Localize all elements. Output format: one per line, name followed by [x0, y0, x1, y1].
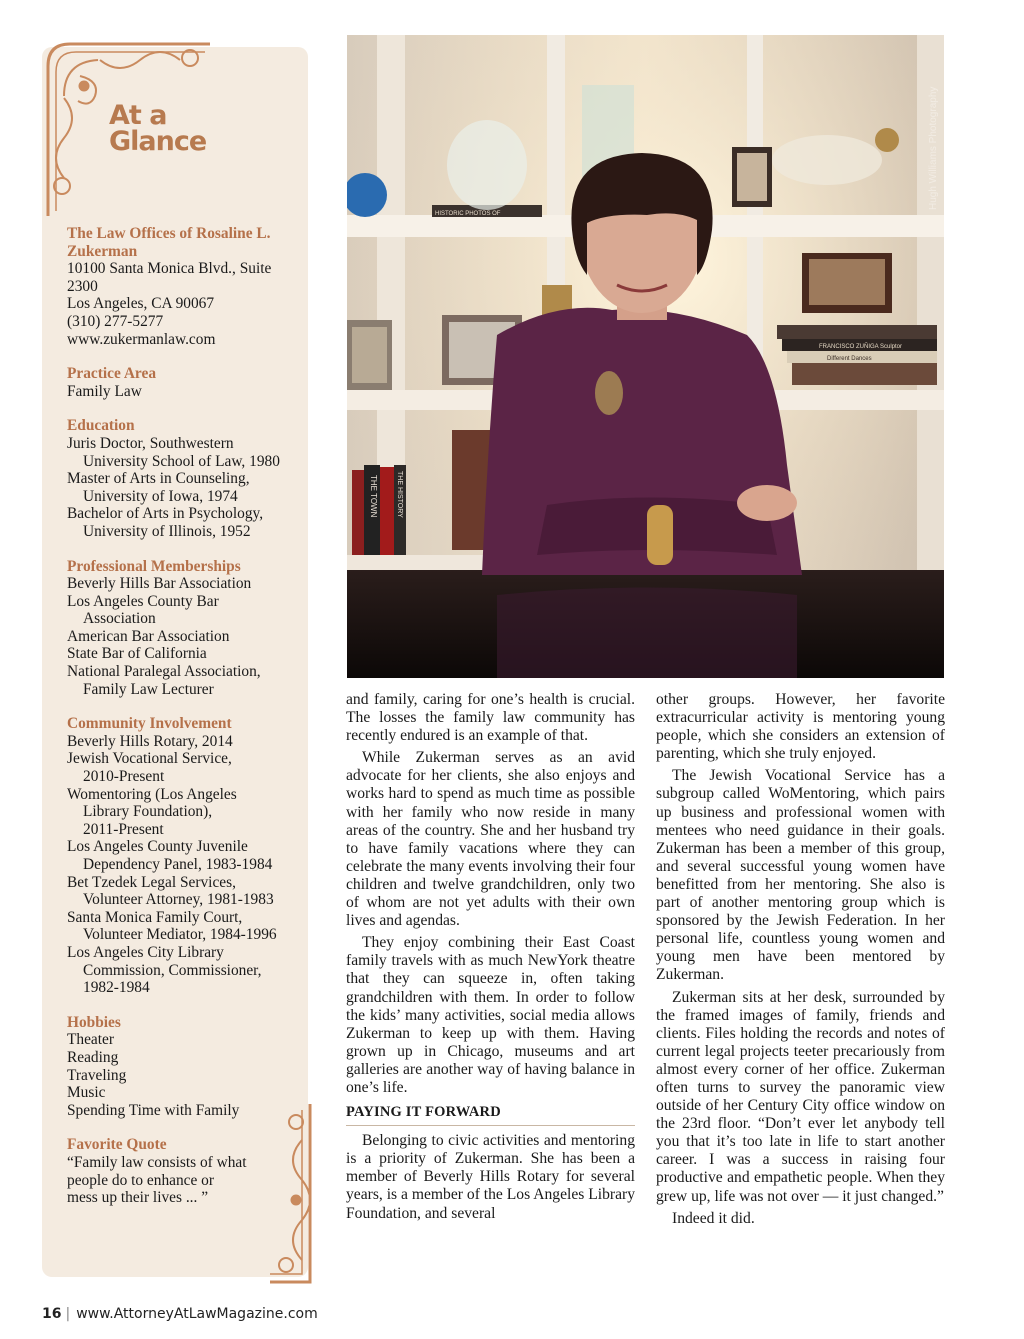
fact-line: Womentoring (Los Angeles: [67, 785, 237, 803]
fact-line: Theater: [67, 1031, 114, 1049]
portrait-photo: [347, 35, 944, 678]
fact-line: Reading: [67, 1048, 119, 1066]
fact-line: 2010-Present: [83, 768, 165, 786]
article-paragraph: and family, caring for one’s health is crucial. The losses the family law community has recently endured is an example of that.: [346, 691, 635, 745]
book-spine-2: THE HISTORY: [396, 471, 403, 518]
fact-line: American Bar Association: [67, 627, 230, 645]
fact-section-heading: Education: [67, 417, 135, 435]
fact-line: State Bar of California: [67, 645, 207, 663]
fact-line: Santa Monica Family Court,: [67, 908, 243, 926]
fact-line: www.zukermanlaw.com: [67, 330, 216, 348]
article-paragraph: While Zukerman serves as an avid advocate for her clients, she also enjoys and works hard to spend as much time as possible with her family who now reside in many areas of the country. She and her husband try to have family vacations where they can celebrate the many events involving their four children and twelve grandchildren, only two of whom are not yet adults with their own lives and agendas.: [346, 749, 635, 930]
section-subhead: PAYING IT FORWARD: [346, 1103, 635, 1126]
fact-section-heading: Zukerman: [67, 242, 138, 260]
corner-ornament-bottom-right: [266, 1100, 318, 1290]
fact-section: [67, 417, 305, 540]
fact-line: Spending Time with Family: [67, 1101, 240, 1119]
fact-line: 2300: [67, 277, 98, 295]
article-paragraph: They enjoy combining their East Coast family travels with as much NewYork theatre that they can squeeze in, often taking grandchildren with them. In order to follow the kids’ many activities, social media allows Zukerman to keep up with them. Having grown up in Chicago, museums and art galleries are another way of having balance in one’s life.: [346, 934, 635, 1096]
article-paragraph: The Jewish Vocational Service has a subgroup called WoMentoring, which pairs up business and professional women with mentees who need guidance in their goals. Zukerman has been a member of this group, and several successful young women have benefitted from her mentoring. She also is part of another mentoring group which is sponsored by the Jewish Federation. In her personal life, countless young women and young men have been mentored by Zukerman.: [656, 767, 945, 984]
fact-line: Traveling: [67, 1066, 127, 1084]
fact-line: people do to enhance or: [67, 1171, 215, 1189]
fact-line: Los Angeles County Bar: [67, 592, 219, 610]
fact-section-heading: Hobbies: [67, 1013, 121, 1031]
fact-section-heading: The Law Offices of Rosaline L.: [67, 225, 271, 242]
fact-line: Dependency Panel, 1983-1984: [83, 856, 273, 873]
page-footer: [42, 1306, 318, 1322]
magazine-website-link[interactable]: www.AttorneyAtLawMagazine.com: [76, 1306, 318, 1322]
article-paragraph: Zukerman sits at her desk, surrounded by the framed images of family, friends and clients. Files holding the records and notes of current legal projects teeter precariously from almost every corner of her office. Zukerman often turns to survey the panoramic view outside of her Century City office window on the 23rd floor. “Don’t ever let anybody tell you that it’s too late in life to start another career. I was a success in raising four productive and empathetic people. When they grew up, life was not over — it just changed.”: [656, 988, 945, 1205]
fact-line: Jewish Vocational Service,: [67, 750, 232, 768]
at-a-glance-title: [109, 100, 207, 157]
article-column-2: [656, 691, 945, 1232]
article-column-1: [346, 691, 635, 1227]
title-line-1: At a: [109, 100, 167, 131]
fact-line: Library Foundation),: [83, 803, 213, 821]
fact-line: Bet Tzedek Legal Services,: [67, 873, 236, 891]
fact-line: Beverly Hills Rotary, 2014: [67, 732, 233, 750]
fact-line: National Paralegal Association,: [67, 663, 261, 681]
shelf-label-text: HISTORIC PHOTOS OF: [435, 211, 501, 217]
fact-line: 1982-1984: [83, 979, 150, 997]
office-scene-illustration: [347, 35, 944, 678]
fact-line: University of Illinois, 1952: [83, 522, 251, 540]
footer-separator: |: [65, 1306, 71, 1322]
fact-line: 2011-Present: [83, 820, 164, 838]
article-paragraph: other groups. However, her favorite extracurricular activity is mentoring young people, which she considers an extension of parenting, which she truly enjoyed.: [656, 691, 945, 763]
fact-line: Music: [67, 1084, 106, 1102]
fact-list: [67, 225, 305, 1224]
article-paragraph: Belonging to civic activities and mentoring is a priority of Zukerman. She has been a member of Beverly Hills Rotary for several years, is a member of the Los Angeles Library Foundation, and several: [346, 1132, 635, 1222]
book-title-2: Different Dances: [827, 356, 872, 362]
fact-line: Association: [83, 610, 156, 628]
fact-line: Juris Doctor, Southwestern: [67, 434, 234, 452]
book-title-1: FRANCISCO ZUÑIGA Sculptor: [819, 344, 903, 350]
fact-line: mess up their lives ... ”: [67, 1189, 209, 1207]
page-number: 16: [42, 1306, 62, 1322]
fact-line: Los Angeles County Juvenile: [67, 838, 248, 856]
fact-line: Bachelor of Arts in Psychology,: [67, 505, 264, 523]
fact-line: University School of Law, 1980: [83, 452, 280, 470]
fact-line: University of Iowa, 1974: [83, 487, 238, 505]
fact-section: [67, 715, 305, 997]
fact-section: [67, 225, 305, 348]
fact-section: [67, 365, 305, 400]
fact-section-heading: Practice Area: [67, 365, 157, 383]
fact-section-heading: Professional Memberships: [67, 557, 241, 575]
fact-line: “Family law consists of what: [67, 1153, 247, 1171]
fact-line: Family Law: [67, 382, 142, 400]
book-spine-1: THE TOWN: [369, 475, 378, 518]
fact-section-heading: Favorite Quote: [67, 1136, 167, 1154]
fact-line: Beverly Hills Bar Association: [67, 575, 252, 593]
fact-section-heading: Community Involvement: [67, 715, 232, 733]
fact-line: Family Law Lecturer: [83, 680, 214, 698]
fact-line: Los Angeles City Library: [67, 943, 224, 961]
fact-line: (310) 277-5277: [67, 312, 164, 330]
photo-credit: Hugh Williams Photography: [928, 86, 939, 210]
fact-line: Volunteer Attorney, 1981-1983: [83, 891, 274, 909]
fact-section: [67, 558, 305, 699]
fact-line: Volunteer Mediator, 1984-1996: [83, 926, 277, 944]
fact-line: Master of Arts in Counseling,: [67, 470, 250, 488]
fact-line: Los Angeles, CA 90067: [67, 295, 215, 313]
title-line-2: Glance: [109, 126, 207, 157]
article-paragraph: Indeed it did.: [672, 1209, 755, 1227]
fact-line: Commission, Commissioner,: [83, 961, 262, 979]
fact-line: 10100 Santa Monica Blvd., Suite: [67, 260, 272, 278]
